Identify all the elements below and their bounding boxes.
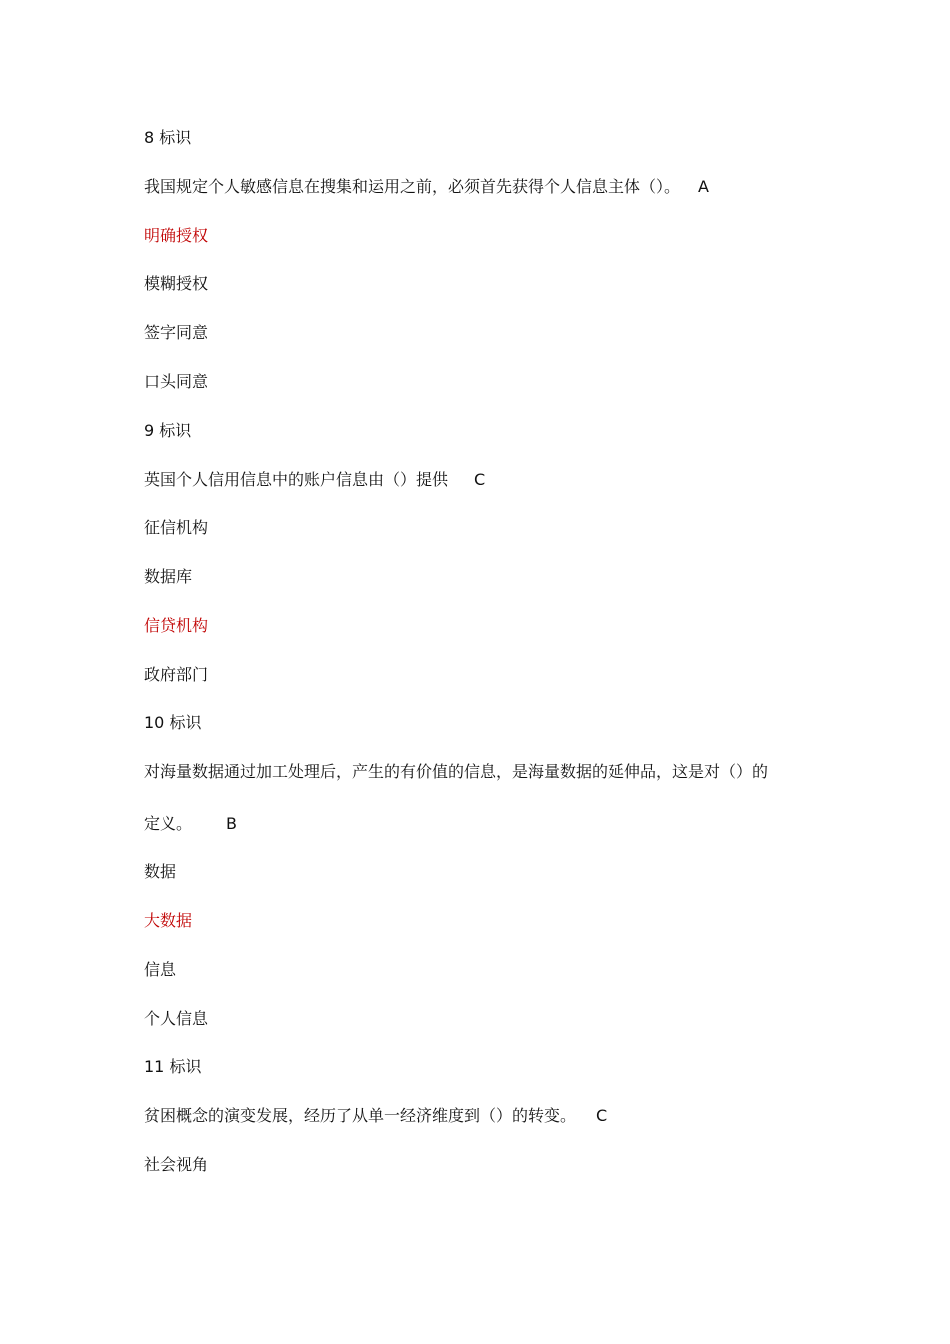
answer-key: C: [596, 1106, 608, 1125]
answer-key: A: [698, 177, 709, 196]
option-correct: 信贷机构: [144, 616, 209, 635]
option: 政府部门: [144, 665, 209, 684]
option: 社会视角: [144, 1155, 209, 1174]
option: 口头同意: [144, 372, 209, 391]
question-stem: 我国规定个人敏感信息在搜集和运用之前，必须首先获得个人信息主体（）。: [144, 177, 681, 196]
question-text: [144, 177, 709, 197]
question-number: 11 标识: [144, 1057, 202, 1076]
question-number: 9 标识: [144, 421, 192, 440]
question-number: 10 标识: [144, 713, 202, 732]
option: 征信机构: [144, 518, 209, 537]
option: 模糊授权: [144, 274, 209, 293]
option: 数据库: [144, 567, 193, 586]
option: 数据: [144, 862, 177, 881]
question-text: 对海量数据通过加工处理后，产生的有价值的信息，是海量数据的延伸品，这是对（）的: [144, 762, 769, 781]
answer-key: B: [226, 814, 237, 833]
answer-key: C: [474, 470, 486, 489]
question-text: [144, 1106, 607, 1126]
option: 信息: [144, 960, 177, 979]
question-stem: 贫困概念的演变发展，经历了从单一经济维度到（）的转变。: [144, 1106, 577, 1125]
option-correct: 大数据: [144, 911, 193, 930]
option: 签字同意: [144, 323, 209, 342]
option: 个人信息: [144, 1009, 209, 1028]
question-number: 8 标识: [144, 128, 192, 147]
question-stem: 定义。: [144, 814, 193, 833]
question-text: [144, 470, 485, 490]
question-text-continued: [144, 814, 237, 834]
option-correct: 明确授权: [144, 226, 209, 245]
question-stem: 英国个人信用信息中的账户信息由（）提供: [144, 470, 449, 489]
